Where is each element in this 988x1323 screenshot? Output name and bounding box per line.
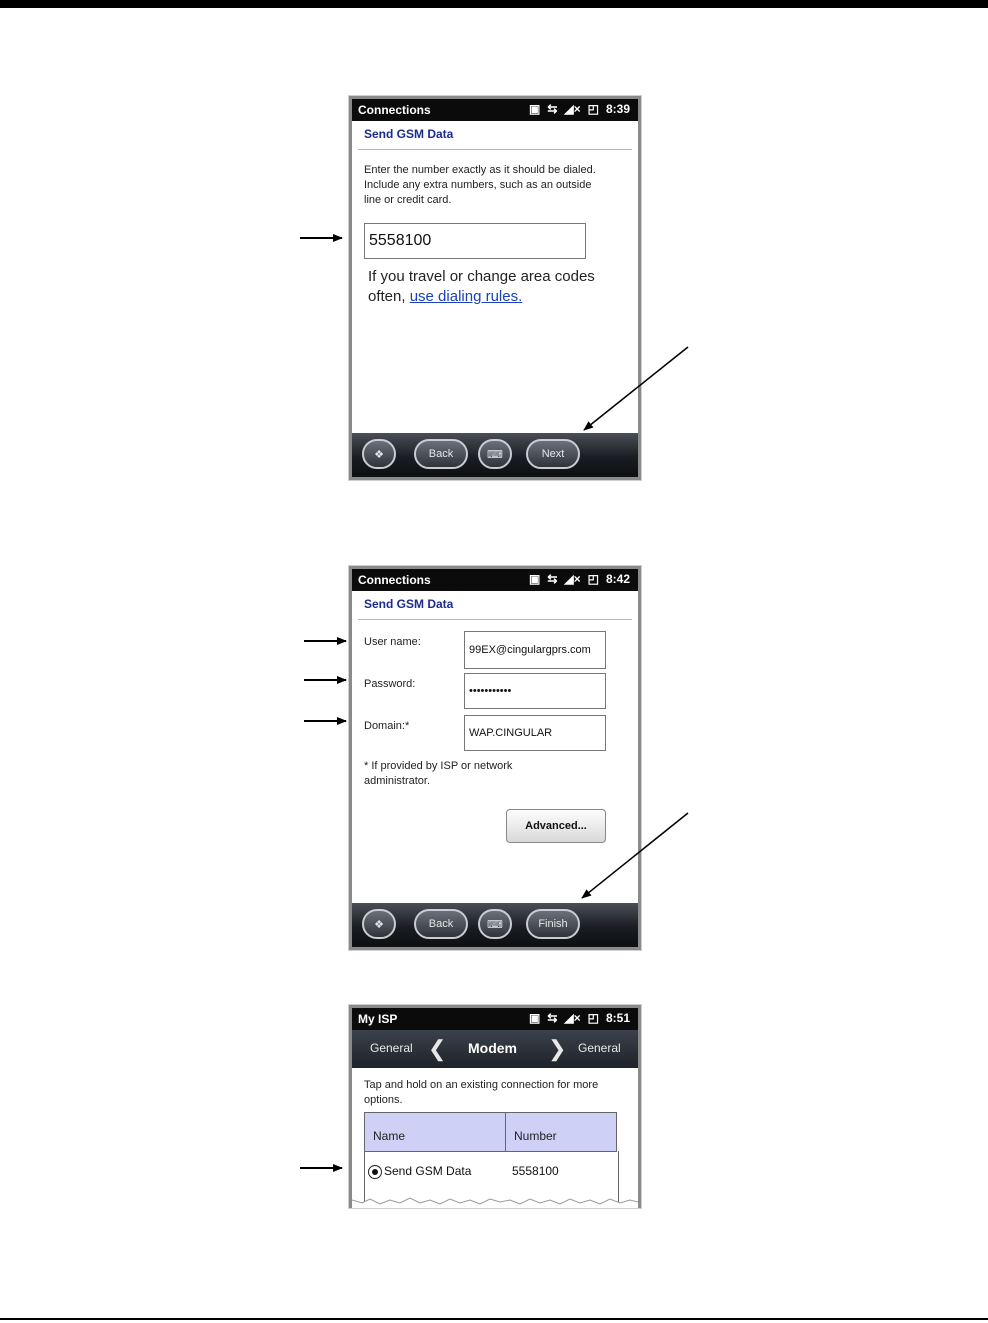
clock-time[interactable]: 8:42 <box>605 572 630 586</box>
arrow-next-button <box>584 347 688 430</box>
tab-modem[interactable]: Modem <box>468 1040 517 1056</box>
battery-icon[interactable]: ◰ <box>587 1011 599 1025</box>
dialing-rules-link[interactable]: use dialing rules. <box>409 288 523 305</box>
speaker-icon[interactable]: ◢× <box>564 572 581 586</box>
next-button[interactable]: Next <box>526 439 580 469</box>
user-name-value: 99EX@cingulargprs.com <box>469 644 591 656</box>
advanced-button[interactable]: Advanced... <box>506 809 606 843</box>
windows-flag-icon: ❖ <box>374 918 384 931</box>
row-name: Send GSM Data <box>384 1164 472 1178</box>
tab-general-left[interactable]: General <box>370 1041 413 1055</box>
column-header-number-label: Number <box>514 1129 557 1143</box>
isp-note: * If provided by ISP or network administrator. <box>364 760 513 787</box>
user-name-label: User name: <box>364 636 421 648</box>
instructions-text: Enter the number exactly as it should be dialed. Include any extra numbers, such as an outside line or credit card. <box>364 164 596 206</box>
column-header-name-label: Name <box>373 1129 406 1143</box>
domain-value: WAP.CINGULAR <box>469 727 553 739</box>
keyboard-icon: ⌨ <box>487 448 503 461</box>
domain-label: Domain:* <box>364 720 410 732</box>
keyboard-icon: ⌨ <box>487 918 503 931</box>
finish-button[interactable]: Finish <box>526 909 580 939</box>
phone-number-value: 5558100 <box>369 232 432 249</box>
chevron-right-icon[interactable]: ❯ <box>548 1036 567 1061</box>
keyboard-icon[interactable]: ▣ <box>528 102 541 116</box>
tab-general-right[interactable]: General <box>578 1041 621 1055</box>
arrow-finish-button <box>582 813 688 898</box>
back-button[interactable]: Back <box>414 439 468 469</box>
status-title: Connections <box>358 103 431 117</box>
page-title: Send GSM Data <box>364 597 454 611</box>
password-label: Password: <box>364 678 416 690</box>
status-title: My ISP <box>358 1012 398 1026</box>
battery-icon[interactable]: ◰ <box>587 102 599 116</box>
status-title: Connections <box>358 573 431 587</box>
row-number: 5558100 <box>512 1164 559 1178</box>
keyboard-icon[interactable]: ▣ <box>528 572 541 586</box>
instructions-text: Tap and hold on an existing connection for more options. <box>364 1079 599 1106</box>
password-value: ••••••••••• <box>469 685 512 697</box>
battery-icon[interactable]: ◰ <box>587 572 599 586</box>
back-button[interactable]: Back <box>414 909 468 939</box>
chevron-left-icon[interactable]: ❮ <box>428 1036 447 1061</box>
speaker-icon[interactable]: ◢× <box>564 1011 581 1025</box>
page-title: Send GSM Data <box>364 127 454 141</box>
travel-text: If you travel or change area codes often, <box>368 268 595 305</box>
clock-time[interactable]: 8:39 <box>605 102 630 116</box>
keyboard-icon[interactable]: ▣ <box>528 1011 541 1025</box>
connectivity-icon[interactable]: ⇆ <box>547 572 558 586</box>
speaker-icon[interactable]: ◢× <box>564 102 581 116</box>
clock-time[interactable]: 8:51 <box>605 1011 630 1025</box>
windows-flag-icon: ❖ <box>374 448 384 461</box>
connectivity-icon[interactable]: ⇆ <box>547 102 558 116</box>
bottom-rule <box>0 1318 988 1320</box>
connectivity-icon[interactable]: ⇆ <box>547 1011 558 1025</box>
